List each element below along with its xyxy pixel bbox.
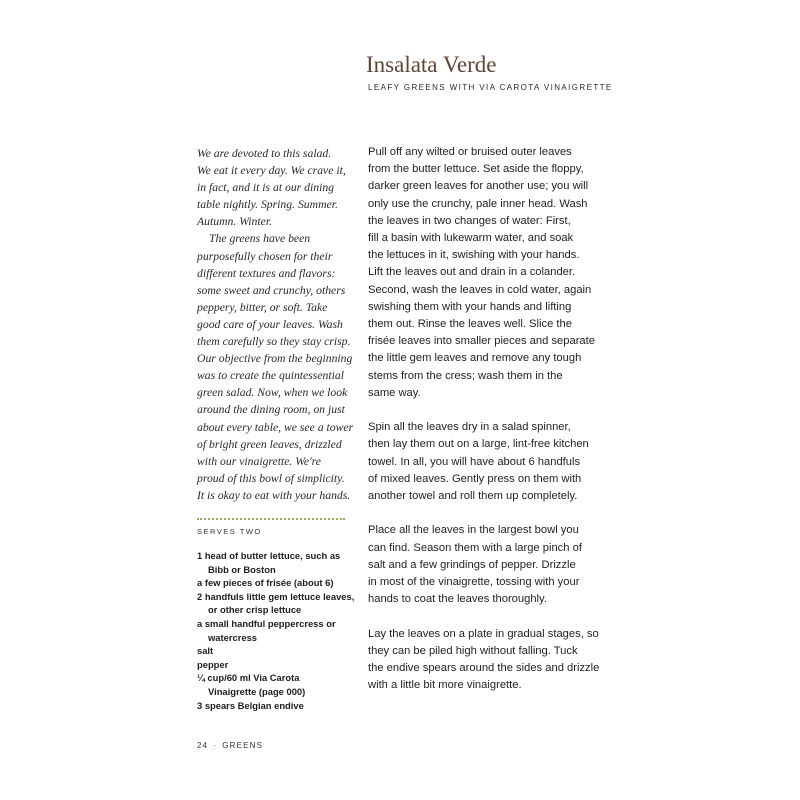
ingredient-text: a small handful peppercress or <box>197 617 336 629</box>
ingredient-text: salt <box>197 645 214 657</box>
ingredient-text: ¼ cup/60 ml Via Carota <box>197 672 300 684</box>
serves-label: SERVES TWO <box>197 527 262 536</box>
method-paragraph <box>368 522 608 608</box>
ingredient-item <box>197 699 362 713</box>
method-line: Lay the leaves on a plate in gradual stages, so <box>368 627 599 640</box>
ingredient-item <box>197 576 362 590</box>
ingredient-text: pepper <box>197 658 229 670</box>
method-line: the leaves in two changes of water: First, <box>368 214 571 227</box>
method-line: Second, wash the leaves in cold water, again <box>368 283 592 296</box>
method-line: can find. Season them with a large pinch of <box>368 541 582 554</box>
method-line: stems from the cress; wash them in the <box>368 369 563 382</box>
recipe-title: Insalata Verde <box>366 52 497 77</box>
intro-headnote <box>197 145 357 504</box>
ingredient-continuation: or other crisp lettuce <box>208 604 302 616</box>
intro-line: The greens have been <box>209 232 311 246</box>
method-paragraph <box>368 626 608 695</box>
method-line: darker green leaves for another use; you will <box>368 180 589 193</box>
ingredient-item <box>197 590 362 617</box>
method-line: of mixed leaves. Gently press on them with <box>368 472 582 485</box>
intro-line: of bright green leaves, drizzled <box>197 437 342 451</box>
intro-line: good care of your leaves. Wash <box>197 317 343 331</box>
recipe-subtitle: LEAFY GREENS WITH VIA CAROTA VINAIGRETTE <box>368 83 613 92</box>
method-line: towel. In all, you will have about 6 handfuls <box>368 455 581 468</box>
intro-line: proud of this bowl of simplicity. <box>197 471 345 485</box>
method-line: frisée leaves into smaller pieces and separate <box>368 335 595 348</box>
dotted-divider <box>197 518 345 520</box>
method-line: Place all the leaves in the largest bowl you <box>368 524 579 537</box>
method-line: with a little bit more vinaigrette. <box>368 679 522 692</box>
method-line: they can be piled high without falling. Tuck <box>368 644 578 657</box>
method-line: the lettuces in it, swishing with your hands. <box>368 249 580 262</box>
method-line: the endive spears around the sides and drizzle <box>368 662 600 675</box>
method-line: the little gem leaves and remove any tough <box>368 352 582 365</box>
intro-line: around the dining room, on just <box>197 403 345 417</box>
intro-line: We eat it every day. We crave it, <box>197 164 346 178</box>
page-footer <box>197 741 263 750</box>
intro-line: Autumn. Winter. <box>197 215 272 229</box>
intro-line: purposefully chosen for their <box>197 249 333 263</box>
method-line: Pull off any wilted or bruised outer leaves <box>368 146 572 158</box>
intro-line: in fact, and it is at our dining <box>197 181 335 195</box>
method-line: same way. <box>368 386 421 399</box>
method-line: Lift the leaves out and drain in a colander. <box>368 266 576 279</box>
ingredient-list <box>197 549 362 712</box>
page-number: 24 <box>197 741 209 750</box>
ingredient-continuation: Bibb or Boston <box>208 563 276 575</box>
ingredient-continuation: watercress <box>208 631 257 643</box>
ingredient-item <box>197 658 362 672</box>
intro-line: We are devoted to this salad. <box>197 147 332 160</box>
ingredient-continuation: Vinaigrette (page 000) <box>208 685 306 697</box>
intro-line: about every table, we see a tower <box>197 420 354 434</box>
method-line: fill a basin with lukewarm water, and soak <box>368 232 574 245</box>
method-line: hands to coat the leaves thoroughly. <box>368 593 547 606</box>
method-line: another towel and roll them up completely. <box>368 490 578 503</box>
ingredient-text: a few pieces of frisée (about 6) <box>197 577 334 589</box>
method-text <box>368 144 608 712</box>
method-paragraph <box>368 144 608 402</box>
method-line: in most of the vinaigrette, tossing with your <box>368 576 580 589</box>
intro-line: table nightly. Spring. Summer. <box>197 198 338 212</box>
intro-line: with our vinaigrette. We're <box>197 454 321 468</box>
section-name: GREENS <box>222 741 264 750</box>
method-paragraph <box>368 419 608 505</box>
ingredient-text: 1 head of butter lettuce, such as <box>197 550 341 561</box>
ingredient-text: 3 spears Belgian endive <box>197 699 304 711</box>
ingredient-item <box>197 549 362 576</box>
method-line: then lay them out on a large, lint-free kitchen <box>368 438 589 451</box>
intro-line: It is okay to eat with your hands. <box>197 488 351 502</box>
intro-line: some sweet and crunchy, others <box>197 283 346 297</box>
ingredient-item <box>197 617 362 644</box>
intro-line: was to create the quintessential <box>197 369 344 383</box>
intro-line: green salad. Now, when we look <box>197 386 348 400</box>
intro-line: them carefully so they stay crisp. <box>197 335 351 349</box>
ingredient-item <box>197 671 362 698</box>
method-line: from the butter lettuce. Set aside the floppy, <box>368 163 584 176</box>
footer-separator: · <box>213 741 218 750</box>
method-line: salt and a few grindings of pepper. Drizzle <box>368 558 576 571</box>
intro-line: different textures and flavors: <box>197 266 336 280</box>
method-line: only use the crunchy, pale inner head. Wash <box>368 197 588 210</box>
ingredient-item <box>197 644 362 658</box>
intro-line: Our objective from the beginning <box>197 352 353 366</box>
ingredient-text: 2 handfuls little gem lettuce leaves, <box>197 590 355 602</box>
method-line: swishing them with your hands and lifting <box>368 300 572 313</box>
method-line: them out. Rinse the leaves well. Slice the <box>368 318 572 331</box>
method-line: Spin all the leaves dry in a salad spinner, <box>368 421 571 434</box>
intro-line: peppery, bitter, or soft. Take <box>197 300 328 314</box>
